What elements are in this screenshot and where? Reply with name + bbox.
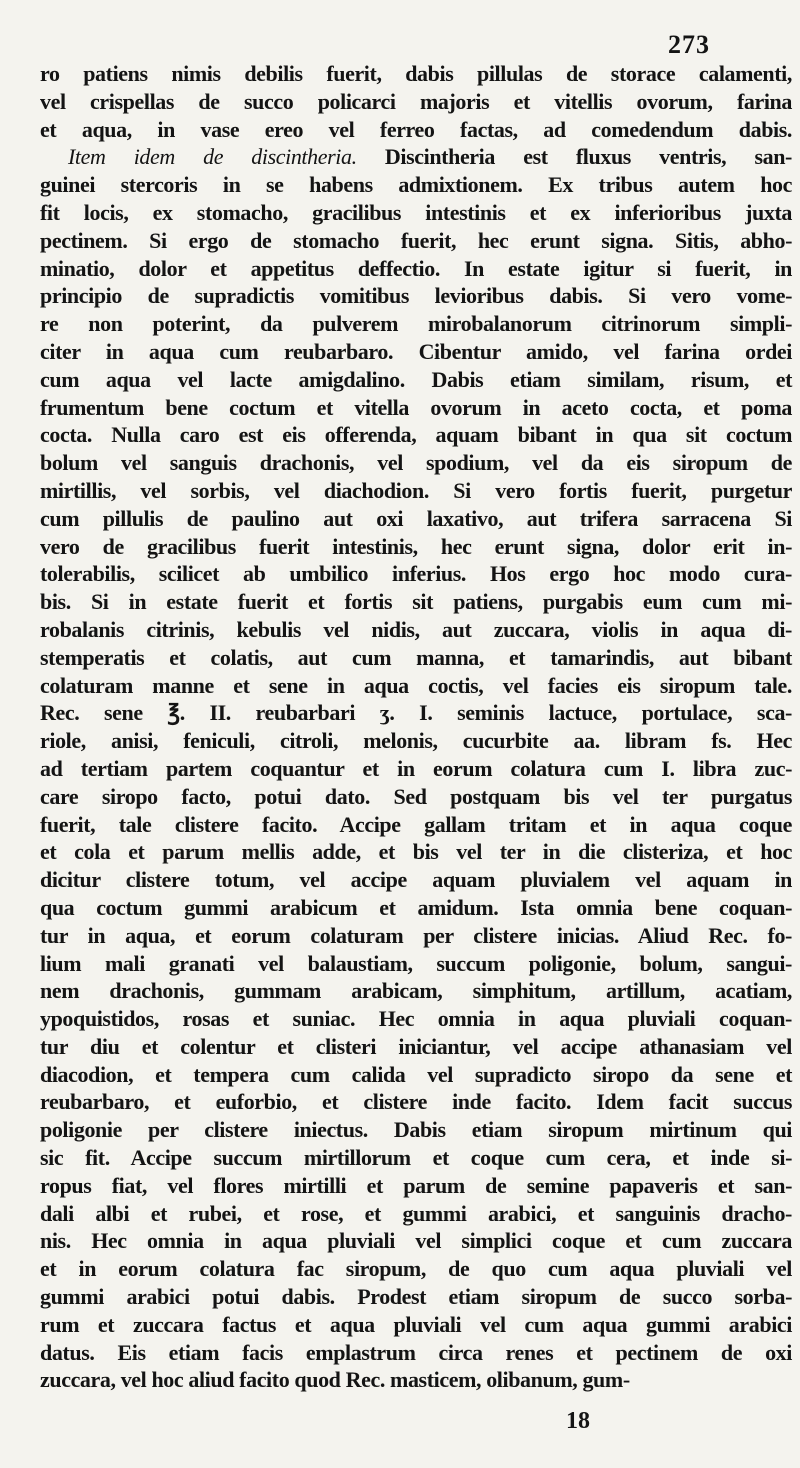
text-line: nis. Hec omnia in aqua pluviali vel simplici coque et cum zuccara: [40, 1228, 792, 1254]
text-line: minatio, dolor et appetitus deffectio. In estate igitur si fuerit, in: [40, 255, 792, 281]
text-line: rum et zuccara factus et aqua pluviali vel cum aqua gummi arabici: [40, 1311, 792, 1337]
text-line: frumentum bene coctum et vitella ovorum in aceto cocta, et poma: [40, 394, 792, 420]
text-line: riole, anisi, feniculi, citroli, melonis, cucurbite aa. libram fs. Hec: [40, 728, 792, 754]
text-line: zuccara, vel hoc aliud facito quod Rec. masticem, olibanum, gum-: [40, 1367, 630, 1393]
text-line: et aqua, in vase ereo vel ferreo factas, ad comedendum dabis.: [40, 116, 792, 142]
text-line: tolerabilis, scilicet ab umbilico inferius. Hos ergo hoc modo cura-: [40, 561, 792, 587]
text-line: cum aqua vel lacte amigdalino. Dabis etiam similam, risum, et: [40, 366, 792, 392]
text-line: et in eorum colatura fac siropum, de quo cum aqua pluviali vel: [40, 1256, 792, 1282]
text-line: vero de gracilibus fuerit intestinis, hec erunt signa, dolor erit in-: [40, 533, 792, 559]
text-line: diacodion, et tempera cum calida vel supradicto siropo da sene et: [40, 1061, 792, 1087]
text-line: vel crispellas de succo policarci majoris et vitellis ovorum, farina: [40, 88, 792, 114]
text-line: datus. Eis etiam facis emplastrum circa renes et pectinem de oxi: [40, 1339, 792, 1365]
text-line: fit locis, ex stomacho, gracilibus intestinis et ex inferioribus juxta: [40, 199, 792, 225]
text-line: robalanis citrinis, kebulis vel nidis, aut zuccara, violis in aqua di-: [40, 616, 792, 642]
text-line: dicitur clistere totum, vel accipe aquam pluvialem vel aquam in: [40, 867, 792, 893]
text-line: et cola et parum mellis adde, et bis vel ter in die clisteriza, et hoc: [40, 839, 792, 865]
text-line: Rec. sene ℥. II. reubarbari ʒ. I. seminis lactuce, portulace, sca-: [40, 700, 792, 726]
text-line: bolum vel sanguis drachonis, vel spodium, vel da eis siropum de: [40, 450, 792, 476]
text-line: cocta. Nulla caro est eis offerenda, aquam bibant in qua sit coctum: [40, 422, 792, 448]
text-line: sic fit. Accipe succum mirtillorum et coque cum cera, et inde si-: [40, 1145, 792, 1171]
text-line: ropus fiat, vel flores mirtilli et parum de semine papaveris et san-: [40, 1172, 792, 1198]
text-line: poligonie per clistere iniectus. Dabis etiam siropum mirtinum qui: [40, 1117, 792, 1143]
text-line: fuerit, tale clistere facito. Accipe gallam tritam et in aqua coque: [40, 811, 792, 837]
text-line: cum pillulis de paulino aut oxi laxativo, aut trifera sarracena Si: [40, 505, 792, 531]
page-number: 273: [668, 30, 710, 59]
text-line: qua coctum gummi arabicum et amidum. Ista omnia bene coquan-: [40, 894, 792, 920]
text-line: ad tertiam partem coquantur et in eorum colatura cum I. libra zuc-: [40, 755, 792, 781]
text-line: citer in aqua cum reubarbaro. Cibentur amido, vel farina ordei: [40, 338, 792, 364]
text-line: [40, 143, 792, 171]
text-line: tur diu et colentur et clisteri iniciantur, vel accipe athanasiam vel: [40, 1033, 792, 1059]
text-line: reubarbaro, et euforbio, et clistere inde facito. Idem facit succus: [40, 1089, 792, 1115]
text-line: dali albi et rubei, et rose, et gummi arabici, et sanguinis dracho-: [40, 1200, 792, 1226]
text-line: gummi arabici potui dabis. Prodest etiam siropum de succo sorba-: [40, 1284, 792, 1310]
signature-mark: 18: [566, 1408, 590, 1434]
text-line: ypoquistidos, rosas et suniac. Hec omnia in aqua pluviali coquan-: [40, 1006, 792, 1032]
body-text: [40, 60, 792, 1394]
text-line: stemperatis et colatis, aut cum manna, et tamarindis, aut bibant: [40, 644, 792, 670]
text-line: nem drachonis, gummam arabicam, simphitum, artillum, acatiam,: [40, 978, 792, 1004]
text-line: guinei stercoris in se habens admixtionem. Ex tribus autem hoc: [40, 172, 792, 198]
text-line: mirtillis, vel sorbis, vel diachodion. Si vero fortis fuerit, purgetur: [40, 477, 792, 503]
text-line: principio de supradictis vomitibus levioribus dabis. Si vero vome-: [40, 283, 792, 309]
text-line: tur in aqua, et eorum colaturam per clistere inicias. Aliud Rec. fo-: [40, 922, 792, 948]
text-line: bis. Si in estate fuerit et fortis sit patiens, purgabis eum cum mi-: [40, 589, 792, 615]
text-line: re non poterint, da pulverem mirobalanorum citrinorum simpli-: [40, 311, 792, 337]
heading-continuation: Discintheria est fluxus ventris, san-: [356, 144, 792, 170]
section-heading: Item idem de discintheria.: [68, 144, 357, 170]
text-line: ro patiens nimis debilis fuerit, dabis pillulas de storace calamenti,: [40, 61, 792, 86]
text-line: lium mali granati vel balaustiam, succum poligonie, bolum, sangui-: [40, 950, 792, 976]
text-line: care siropo facto, potui dato. Sed postquam bis vel ter purgatus: [40, 783, 792, 809]
text-line: colaturam manne et sene in aqua coctis, vel facies eis siropum tale.: [40, 672, 792, 698]
text-line: pectinem. Si ergo de stomacho fuerit, hec erunt signa. Sitis, abho-: [40, 227, 792, 253]
